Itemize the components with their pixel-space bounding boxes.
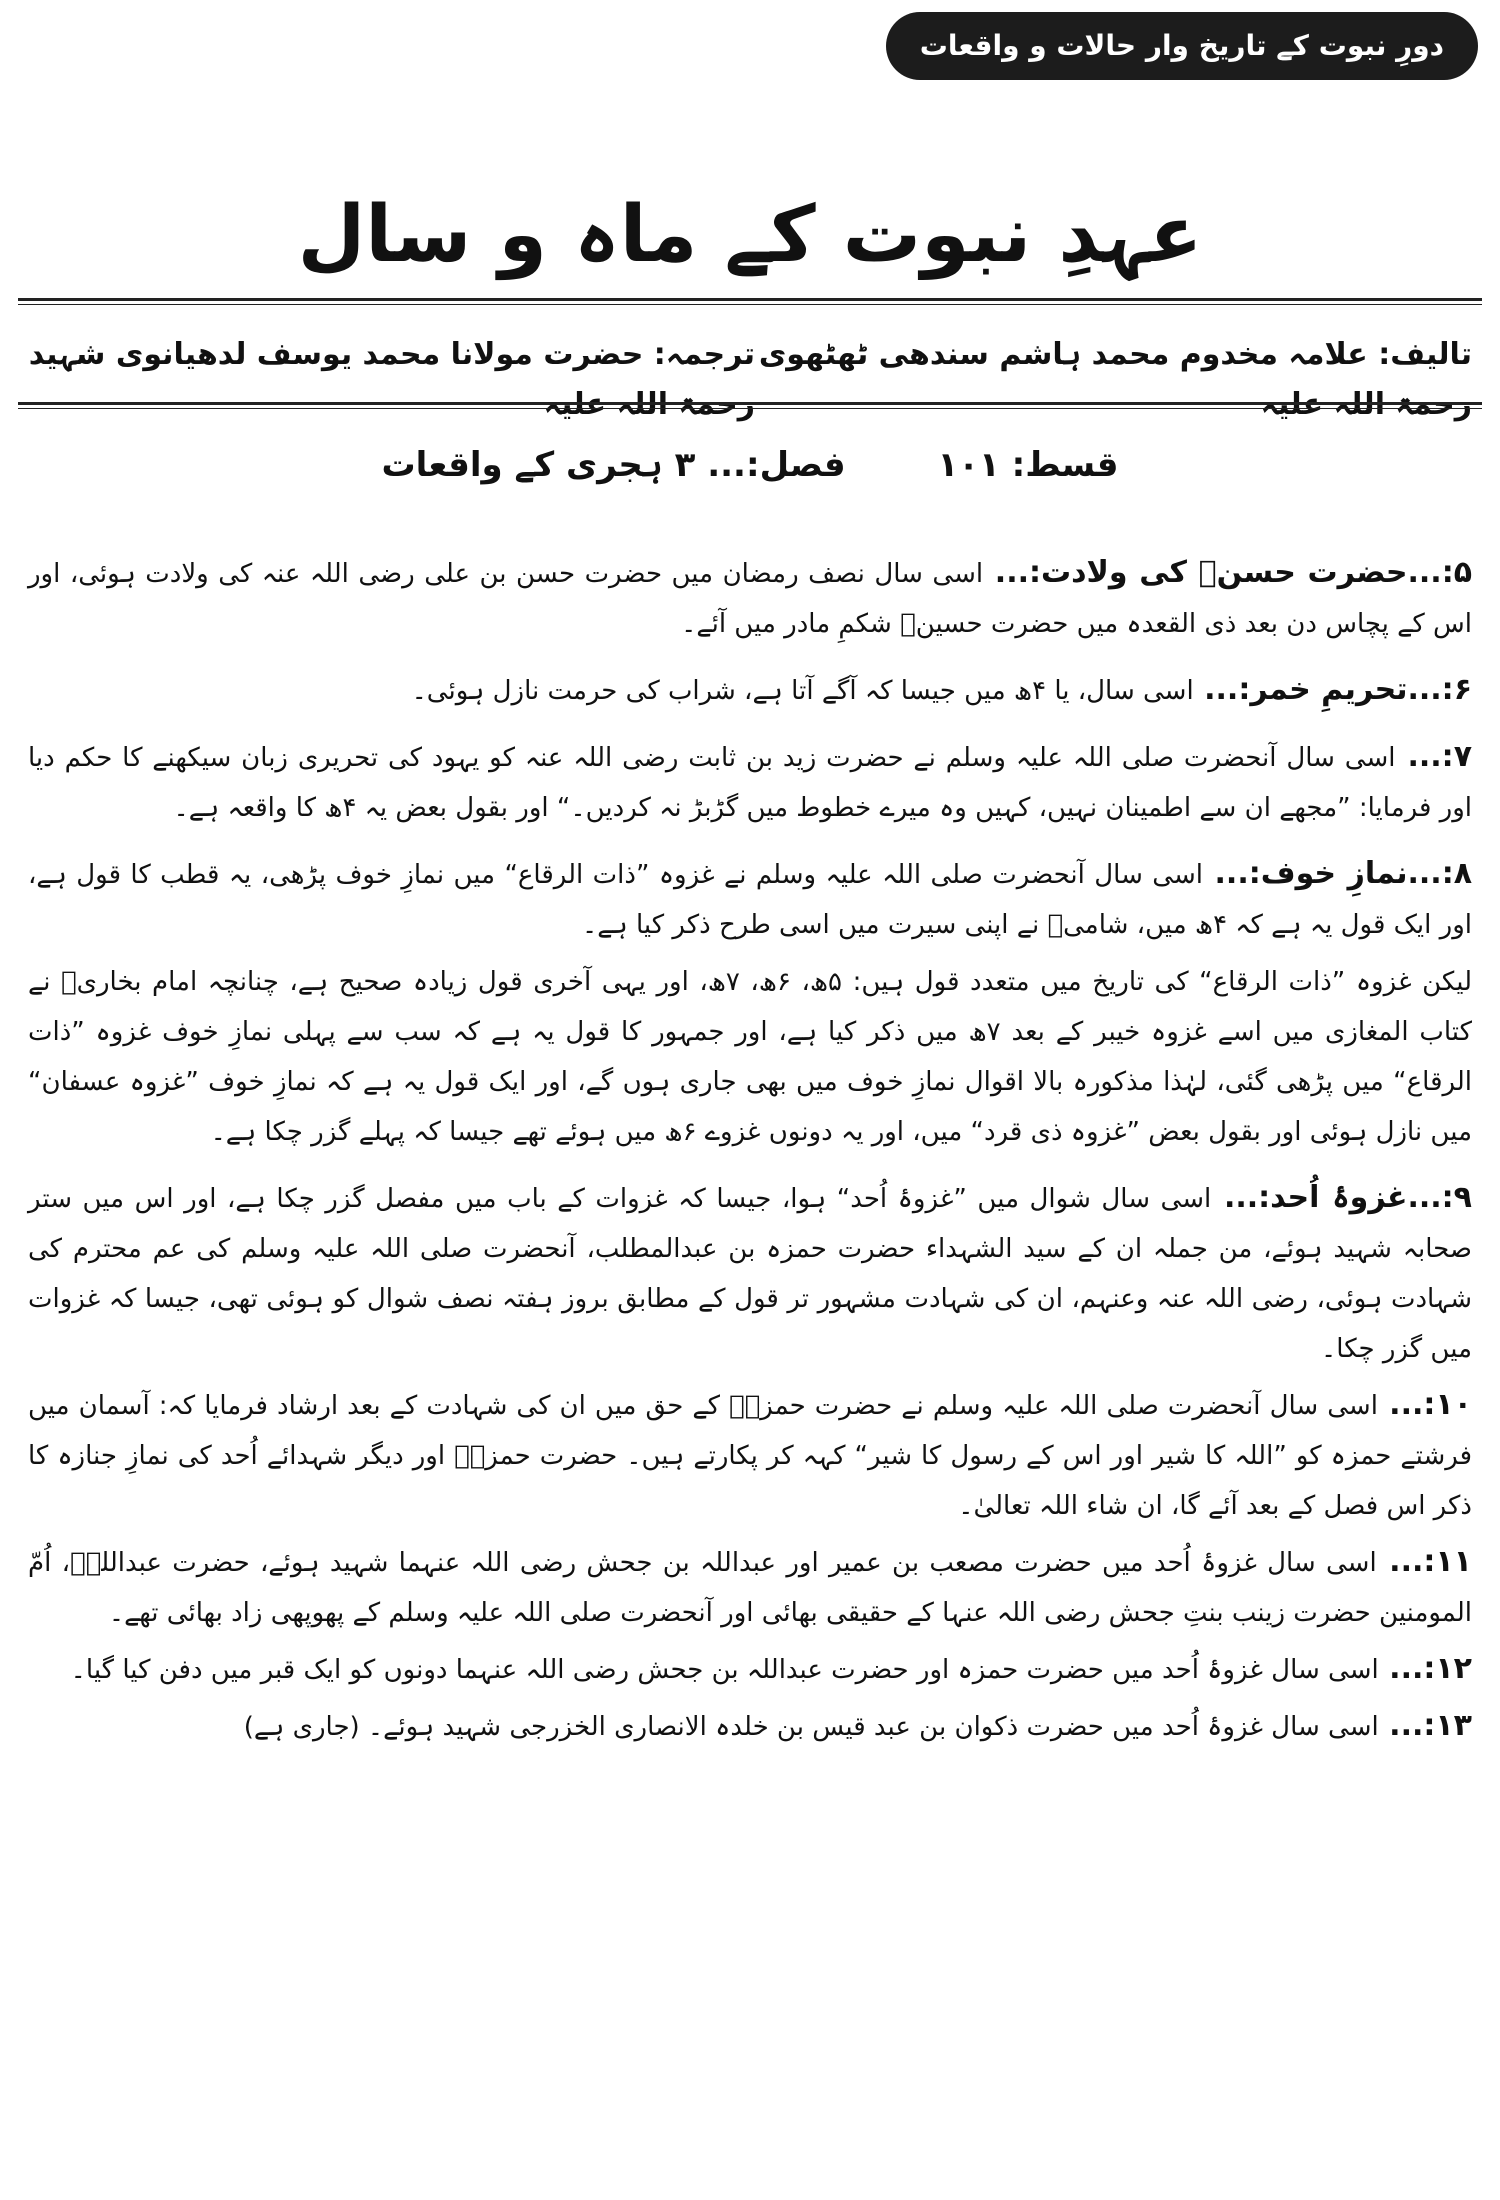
paragraph-text: اسی سال نصف رمضان میں حضرت حسن بن علی رضی اللہ عنہ کی ولادت ہوئی، اور اس کے پچاس دن بعد ذی القعدہ میں حضرت حسینؓ شکمِ مادر میں آئے۔ [28,559,1472,639]
section-heading: فصل:... ۳ ہجری کے واقعات [381,445,846,485]
article-title: عہدِ نبوت کے ماہ و سال [297,190,1203,280]
credits [28,330,1472,430]
paragraph-text: لیکن غزوہ ”ذات الرقاع“ کی تاریخ میں متعدد قول ہیں: ۵ھ، ۶ھ، ۷ھ، اور یہی آخری قول زیادہ صحیح ہے، چنانچہ امام بخاریؒ نے کتاب المغازی میں اسے غزوہ خیبر کے بعد ۷ھ میں ذکر کیا ہے، اور جمہور کا قول یہ ہے کہ سب سے پہلی نمازِ خوف غزوہ ”ذات الرقاع“ میں پڑھی گئی، لہٰذا مذکورہ بالا اقوال نمازِ خوف میں بھی جاری ہوں گے، اور ایک قول یہ ہے کہ نمازِ خوف ”غزوہ عسفان“ میں نازل ہوئی اور بقول بعض ”غزوہ ذی قرد“ میں، اور یہ دونوں غزوے ۶ھ میں ہوئے تھے جیسا کہ پہلے گزر چکا ہے۔ [28,967,1473,1147]
series-tag: دورِ نبوت کے تاریخ وار حالات و واقعات [886,12,1478,80]
paragraph-heading: ۸:...نمازِ خوف:... [1202,856,1472,891]
paragraph-heading: ۶:...تحریمِ خمر:... [1193,672,1472,707]
paragraph [28,732,1472,833]
paragraph [28,1380,1472,1531]
paragraph-heading: ۱۰:... [1377,1387,1472,1422]
paragraph-text: اسی سال آنحضرت صلی اللہ علیہ وسلم نے حضرت زید بن ثابت رضی اللہ عنہ کو یہود کی تحریری زبان سیکھنے کا حکم دیا اور فرمایا: ”مجھے ان سے اطمینان نہیں، کہیں وہ میرے خطوط میں گڑبڑ نہ کردیں۔“ اور بقول بعض یہ ۴ھ کا واقعہ ہے۔ [28,743,1472,823]
paragraph-text: اسی سال آنحضرت صلی اللہ علیہ وسلم نے حضرت حمزہؓ کے حق میں ان کی شہادت کے بعد ارشاد فرمایا کہ: آسمان میں فرشتے حمزہ کو ”اللہ کا شیر اور اس کے رسول کا شیر“ کہہ کر پکارتے ہیں۔ حضرت حمزہؓ اور دیگر شہدائے اُحد کی نمازِ جنازہ کا ذکر اس فصل کے بعد آئے گا، ان شاء اللہ تعالیٰ۔ [28,1391,1472,1521]
paragraph-heading: ۹:...غزوۂ اُحد:... [1211,1180,1472,1215]
paragraph-text: اسی سال شوال میں ”غزوۂ اُحد“ ہوا، جیسا کہ غزوات کے باب میں مفصل گزر چکا ہے، اور اس میں ستر صحابہ شہید ہوئے، من جملہ ان کے سید الشہداء حضرت حمزہ بن عبدالمطلب، آنحضرت صلی اللہ علیہ وسلم کی عم محترم کی شہادت ہوئی، رضی اللہ عنہ وعنہم، ان کی شہادت مشہور تر قول کے مطابق بروز ہفتہ نصف شوال کو ہوئی تھی، جیسا کہ غزوات میں گزر چکا۔ [28,1184,1472,1364]
paragraph [28,548,1472,649]
paragraph [28,1537,1472,1638]
author-credit: تالیف: علامہ مخدوم محمد ہاشم سندھی ٹھٹھوی [758,337,1472,372]
paragraph-heading: ۱۳:... [1378,1708,1472,1743]
paragraph [28,1173,1472,1374]
paragraph [28,956,1472,1157]
paragraph-text: اسی سال آنحضرت صلی اللہ علیہ وسلم نے غزوہ ”ذات الرقاع“ میں نمازِ خوف پڑھی، یہ قطب کا قول ہے، اور ایک قول یہ ہے کہ ۴ھ میں، شامیؒ نے اپنی سیرت میں اسی طرح ذکر کیا ہے۔ [28,860,1472,940]
installment-number: قسط: ۱۰۱ [937,445,1119,485]
paragraph [28,1644,1472,1695]
paragraph-text: اسی سال غزوۂ اُحد میں حضرت حمزہ اور حضرت عبداللہ بن جحش رضی اللہ عنہما دونوں کو ایک قبر میں دفن کیا گیا۔ [70,1655,1379,1685]
article-body [28,548,1472,1758]
paragraph-heading: ۱۱:... [1376,1544,1472,1579]
installment-line [0,438,1500,492]
paragraph [28,665,1472,716]
divider [18,408,1482,409]
paragraph [28,849,1472,950]
paragraph-text: اسی سال، یا ۴ھ میں جیسا کہ آگے آتا ہے، شراب کی حرمت نازل ہوئی۔ [411,676,1194,706]
paragraph-heading: ۵:...حضرت حسنؓ کی ولادت:... [983,555,1473,590]
paragraph-text: اسی سال غزوۂ اُحد میں حضرت مصعب بن عمیر اور عبداللہ بن جحش رضی اللہ عنہما شہید ہوئے، حضرت عبداللہؓ، اُمّ المومنین حضرت زینب بنتِ جحش رضی اللہ عنہا کے حقیقی بھائی اور آنحضرت صلی اللہ علیہ وسلم کے پھوپھی زاد بھائی تھے۔ [28,1548,1472,1628]
divider [18,402,1482,405]
paragraph [28,1701,1472,1752]
translator-credit: ترجمہ: حضرت مولانا محمد یوسف لدھیانوی شہید [28,337,755,372]
paragraph-heading: ۱۲:... [1378,1651,1472,1686]
divider [18,304,1482,305]
paragraph-heading: ۷:... [1395,739,1472,774]
paragraph-text: اسی سال غزوۂ اُحد میں حضرت ذکوان بن عبد قیس بن خلدہ الانصاری الخزرجی شہید ہوئے۔ (جاری ہے) [243,1712,1379,1742]
divider [18,298,1482,301]
